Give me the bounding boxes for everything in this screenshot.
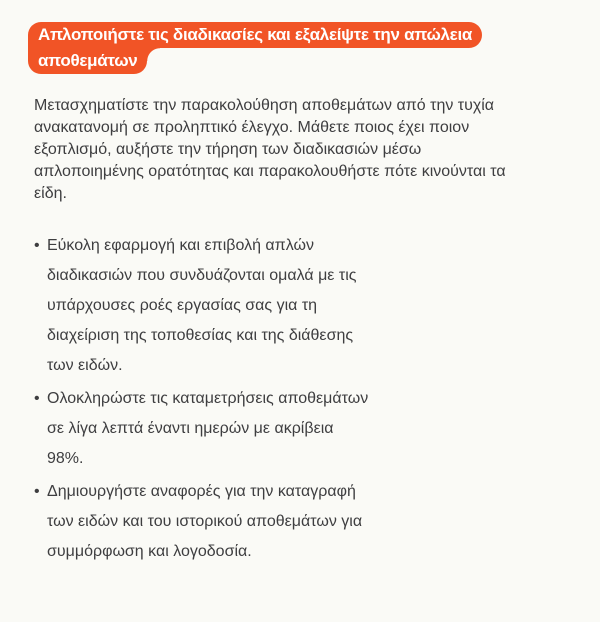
slide bbox=[0, 22, 600, 622]
page-title-line-2: αποθεμάτων bbox=[28, 48, 147, 74]
page-title-line-1: Απλοποιήστε τις διαδικασίες και εξαλείψτε την απώλεια bbox=[28, 22, 482, 48]
intro-paragraph: Μετασχηματίστε την παρακολούθηση αποθεμάτων από την τυχία ανακατανομή σε προληπτικό έλεγχο. Μάθετε ποιος έχει ποιον εξοπλισμό, αυξήστε την τήρηση των διαδικασιών μέσω απλοποιημένης ορατότητας και παρακολουθήστε πότε κινούνται τα είδη. bbox=[34, 97, 506, 202]
bullet-icon: • bbox=[34, 483, 40, 500]
bullet-icon: • bbox=[34, 237, 40, 254]
list-item bbox=[34, 231, 374, 381]
page-title bbox=[28, 22, 600, 74]
feature-list bbox=[34, 231, 374, 567]
list-item bbox=[34, 477, 374, 567]
list-item bbox=[34, 384, 374, 474]
list-item-text: Δημιουργήστε αναφορές για την καταγραφή των ειδών και του ιστορικού αποθεμάτων για συμμόρφωση και λογοδοσία. bbox=[47, 483, 363, 560]
list-item-text: Ολοκληρώστε τις καταμετρήσεις αποθεμάτων σε λίγα λεπτά έναντι ημερών με ακρίβεια 98%. bbox=[47, 390, 369, 467]
bullet-icon: • bbox=[34, 390, 40, 407]
list-item-text: Εύκολη εφαρμογή και επιβολή απλών διαδικασιών που συνδυάζονται ομαλά με τις υπάρχουσες ροές εργασίας σας για τη διαχείριση της τοποθεσίας και της διάθεσης των ειδών. bbox=[47, 237, 357, 374]
